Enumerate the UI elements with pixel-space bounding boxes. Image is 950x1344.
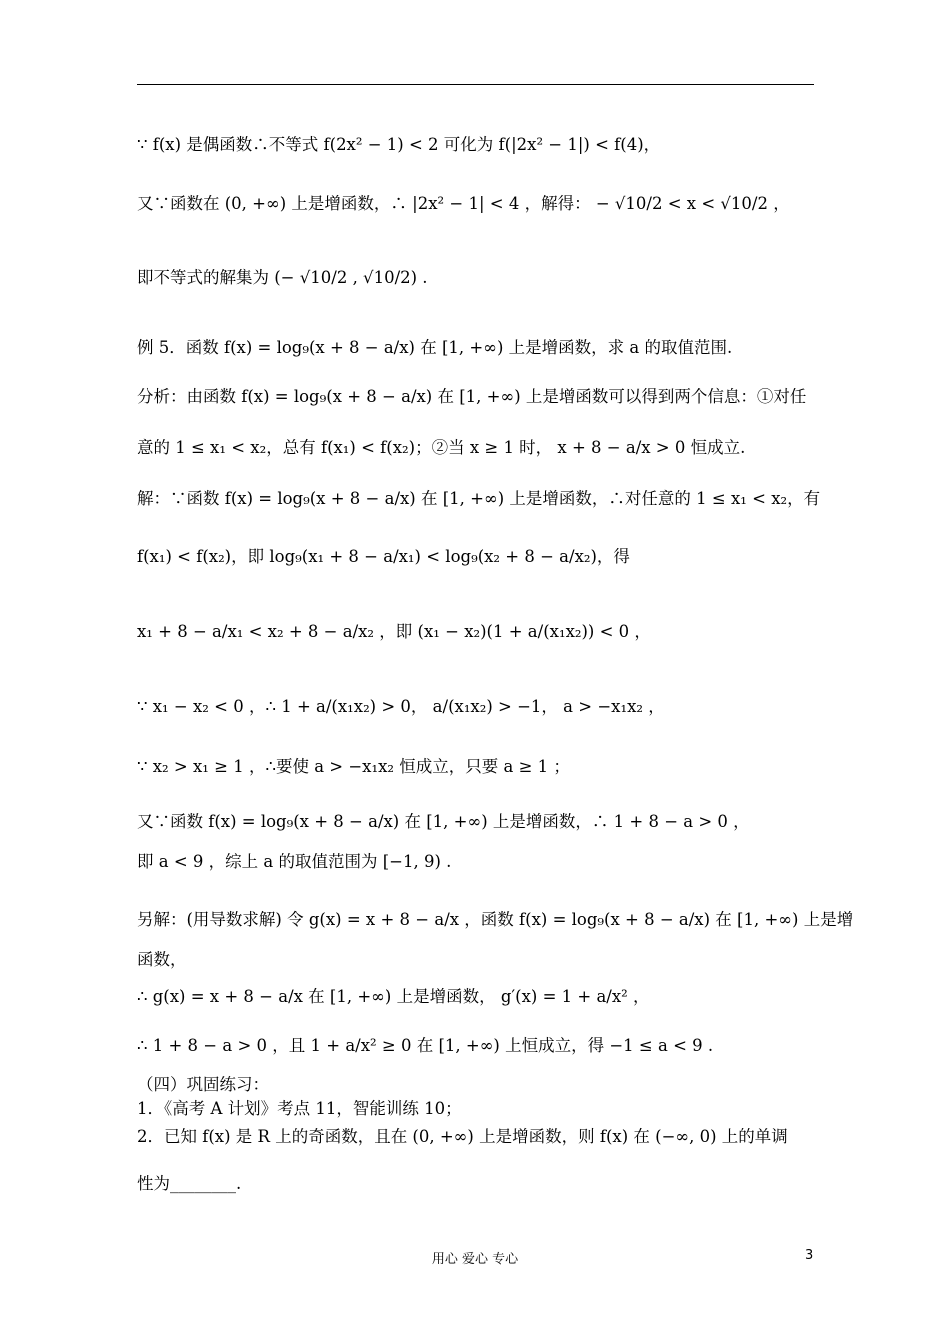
text-line: 分析：由函数 f(x) = log₉(x + 8 − a/x) 在 [1, +∞) 上是增函数可以得到两个信息：①对任 [137, 387, 807, 406]
text-line: （四）巩固练习： [137, 1075, 269, 1094]
text-line: 又∵函数在 (0, +∞) 上是增函数，∴ |2x² − 1| < 4 ，解得： − √10/2 < x < √10/2 ， [137, 194, 790, 213]
text-line: ∵ f(x) 是偶函数∴不等式 f(2x² − 1) < 2 可化为 f(|2x² − 1|) < f(4)， [137, 135, 661, 154]
text-line: 另解：(用导数求解) 令 g(x) = x + 8 − a/x ，函数 f(x) = log₉(x + 8 − a/x) 在 [1, +∞) 上是增 [137, 910, 854, 929]
text-line: 例 5．函数 f(x) = log₉(x + 8 − a/x) 在 [1, +∞) 上是增函数，求 a 的取值范围. [137, 338, 733, 357]
text-line: 1．《高考 A 计划》考点 11，智能训练 10； [137, 1099, 462, 1118]
text-line: 意的 1 ≤ x₁ < x₂，总有 f(x₁) < f(x₂)；②当 x ≥ 1 时， x + 8 − a/x > 0 恒成立. [137, 438, 746, 457]
text-line: 函数， [137, 950, 187, 969]
header-rule [137, 84, 814, 85]
text-line: 即不等式的解集为 (− √10/2 , √10/2) . [137, 268, 428, 287]
page-footer: 用心 爱心 专心 [431, 1252, 519, 1267]
text-line: ∵ x₂ > x₁ ≥ 1 ，∴要使 a > −x₁x₂ 恒成立，只要 a ≥ 1 ； [137, 757, 570, 776]
text-line: 又∵函数 f(x) = log₉(x + 8 − a/x) 在 [1, +∞) 上是增函数，∴ 1 + 8 − a > 0 ， [137, 812, 750, 831]
text-line: 性为________. [137, 1174, 242, 1193]
text-line: f(x₁) < f(x₂)，即 log₉(x₁ + 8 − a/x₁) < log₉(x₂ + 8 − a/x₂)，得 [137, 547, 630, 566]
page-number: 3 [805, 1248, 814, 1263]
text-line: ∵ x₁ − x₂ < 0 ，∴ 1 + a/(x₁x₂) > 0， a/(x₁x₂) > −1， a > −x₁x₂ ， [137, 697, 665, 716]
text-line: ∴ g(x) = x + 8 − a/x 在 [1, +∞) 上是增函数， g′(x) = 1 + a/x² ， [137, 987, 650, 1006]
text-line: x₁ + 8 − a/x₁ < x₂ + 8 − a/x₂ ，即 (x₁ − x₂)(1 + a/(x₁x₂)) < 0 ， [137, 622, 651, 641]
text-line: 解：∵函数 f(x) = log₉(x + 8 − a/x) 在 [1, +∞) 上是增函数，∴对任意的 1 ≤ x₁ < x₂，有 [137, 489, 821, 508]
text-line: 即 a < 9 ，综上 a 的取值范围为 [−1, 9) . [137, 852, 452, 871]
text-line: 2．已知 f(x) 是 R 上的奇函数，且在 (0, +∞) 上是增函数，则 f(x) 在 (−∞, 0) 上的单调 [137, 1127, 788, 1146]
text-line: ∴ 1 + 8 − a > 0 ，且 1 + a/x² ≥ 0 在 [1, +∞) 上恒成立，得 −1 ≤ a < 9 . [137, 1036, 714, 1055]
